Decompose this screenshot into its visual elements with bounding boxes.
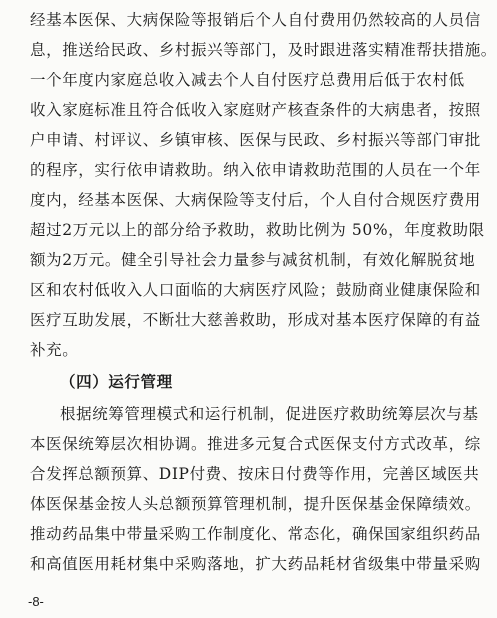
paragraph-line: 体医保基金按人头总额预算管理机制，提升医保基金保障绩效。 — [30, 495, 481, 513]
paragraph-line: 额为2万元。健全引导社会力量参与减贫机制，有效化解脱贫地 — [30, 251, 476, 269]
paragraph-line: 的程序，实行依申请救助。纳入依申请救助范围的人员在一个年 — [30, 161, 481, 179]
paragraph-line: 息，推送给民政、乡村振兴等部门，及时跟进落实精准帮扶措施。 — [30, 41, 497, 59]
paragraph-line: 收入家庭标准且符合低收入家庭财产核查条件的大病患者，按照 — [30, 101, 481, 119]
section-heading: （四）运行管理 — [60, 372, 173, 391]
paragraph-line: 根据统筹管理模式和运行机制，促进医疗救助统筹层次与基 — [60, 405, 479, 423]
page-number: -8- — [28, 594, 44, 609]
paragraph-line: 推动药品集中带量采购工作制度化、常态化，确保国家组织药品 — [30, 525, 481, 543]
paragraph-line: 本医保统筹层次相协调。推进多元复合式医保支付方式改革，综 — [30, 435, 481, 453]
paragraph-line: 合发挥总额预算、DIP付费、按床日付费等作用，完善区域医共 — [30, 465, 480, 483]
paragraph-line: 区和农村低收入人口面临的大病医疗风险；鼓励商业健康保险和 — [30, 281, 481, 299]
paragraph-line: 度内，经基本医保、大病保险等支付后，个人自付合规医疗费用 — [30, 191, 481, 209]
paragraph-line: 和高值医用耗材集中采购落地，扩大药品耗材省级集中带量采购 — [30, 555, 481, 573]
paragraph-line: 补充。 — [30, 341, 79, 359]
paragraph-line: 超过2万元以上的部分给予救助，救助比例为 50%，年度救助限 — [30, 221, 485, 239]
paragraph-line: 一个年度内家庭总收入减去个人自付医疗总费用后低于农村低 — [30, 71, 465, 89]
paragraph-line: 经基本医保、大病保险等报销后个人自付费用仍然较高的人员信 — [30, 11, 481, 29]
paragraph-line: 医疗互助发展，不断壮大慈善救助，形成对基本医疗保障的有益 — [30, 311, 481, 329]
paragraph-line: 户申请、村评议、乡镇审核、医保与民政、乡村振兴等部门审批 — [30, 131, 481, 149]
